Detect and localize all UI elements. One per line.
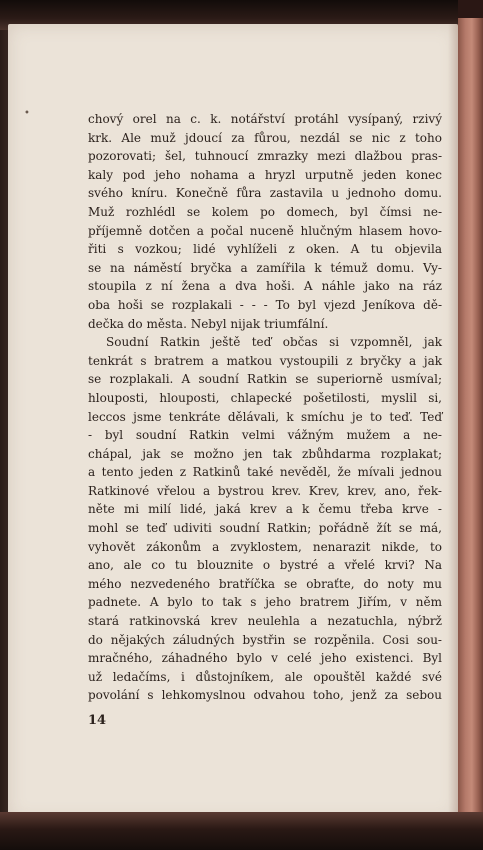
margin-dot-mark: • [24,108,30,119]
text-line: kaly pod jeho nohama a hryzl urputně jeden konec [88,167,442,182]
text-line: už ledačíms, i důstojníkem, ale opouštěl každé své [88,669,442,684]
text-line: povolání s lehkomyslnou odvahou toho, jenž za sebou [88,688,442,703]
text-line: ano, ale co tu blouznite o bystré a vřelé krvi? Na [88,558,442,573]
text-line: dečka do města. Nebyl nijak triumfální. [88,316,329,331]
text-line: mého nezvedeného bratříčka se obraťte, do noty mu [88,576,442,591]
text-line: mračného, záhadného bylo v celé jeho existenci. Byl [88,651,442,666]
text-line: padnete. A bylo to tak s jeho bratrem Jiřím, v něm [88,595,442,610]
text-line: a tento jeden z Ratkinů také nevěděl, že mívali jednou [88,465,442,480]
scan-bottom-edge [0,812,483,850]
text-line: stoupila z ní žena a dva hoši. A náhle jako na ráz [88,279,442,294]
text-line: Soudní Ratkin ještě teď občas si vzpomněl, jak [106,335,442,350]
text-line: svého kníru. Konečně fůra zastavila u jednoho domu. [88,186,442,201]
text-line: krk. Ale muž jdoucí za fůrou, nezdál se nic z toho [88,130,442,145]
text-line: - byl soudní Ratkin velmi vážným mužem a ne- [88,428,442,443]
text-line: oba hoši se rozplakali - - - To byl vjezd Jeníkova dě- [88,297,442,312]
text-line: se na náměstí bryčka a zamířila k témuž domu. Vy- [88,260,442,275]
text-line: do nějakých záludných bystřin se rozpěnila. Cosi sou- [88,632,442,647]
text-line: chový orel na c. k. notářství protáhl vysípaný, rzivý [88,112,442,126]
text-line: chápal, jak se možno jen tak zbůhdarma rozplakat; [88,446,442,461]
book-spine-edge [458,18,483,818]
text-line: pozorovati; šel, tuhnoucí zmrazky mezi dlažbou pras- [88,149,442,164]
text-line: se rozplakali. A soudní Ratkin se superiorně usmíval; [88,372,442,387]
text-line: příjemně dotčen a počal nuceně hlučným hlasem hovo- [88,223,442,238]
text-line: stará ratkinovská krev neulehla a nezatuchla, nýbrž [88,614,442,629]
body-text [88,110,442,705]
text-line: řiti s vozkou; lidé vyhlíželi z oken. A tu objevila [88,242,442,257]
text-line: tenkrát s bratrem a matkou vystoupili z bryčky a jak [88,353,442,368]
text-line: hlouposti, hlouposti, chlapecké pošetilosti, myslil si, [88,390,442,405]
text-line: leccos jsme tenkráte dělávali, k smíchu je to teď. Teď [88,409,442,424]
text-line: Ratkinové vřelou a bystrou krev. Krev, krev, ano, řek- [88,483,442,498]
text-line: Muž rozhlédl se kolem po domech, byl čímsi ne- [88,204,442,219]
text-line: vyhovět zákonům a zvyklostem, nenarazit nikde, to [88,539,442,554]
text-line: mohl se teď udiviti soudní Ratkin; pořádně žít se má, [88,521,442,536]
text-line: něte mi milí lidé, jaká krev a k čemu třeba krve - [88,502,442,517]
page-number: 14 [88,713,107,728]
page-gutter-shade [448,24,458,820]
